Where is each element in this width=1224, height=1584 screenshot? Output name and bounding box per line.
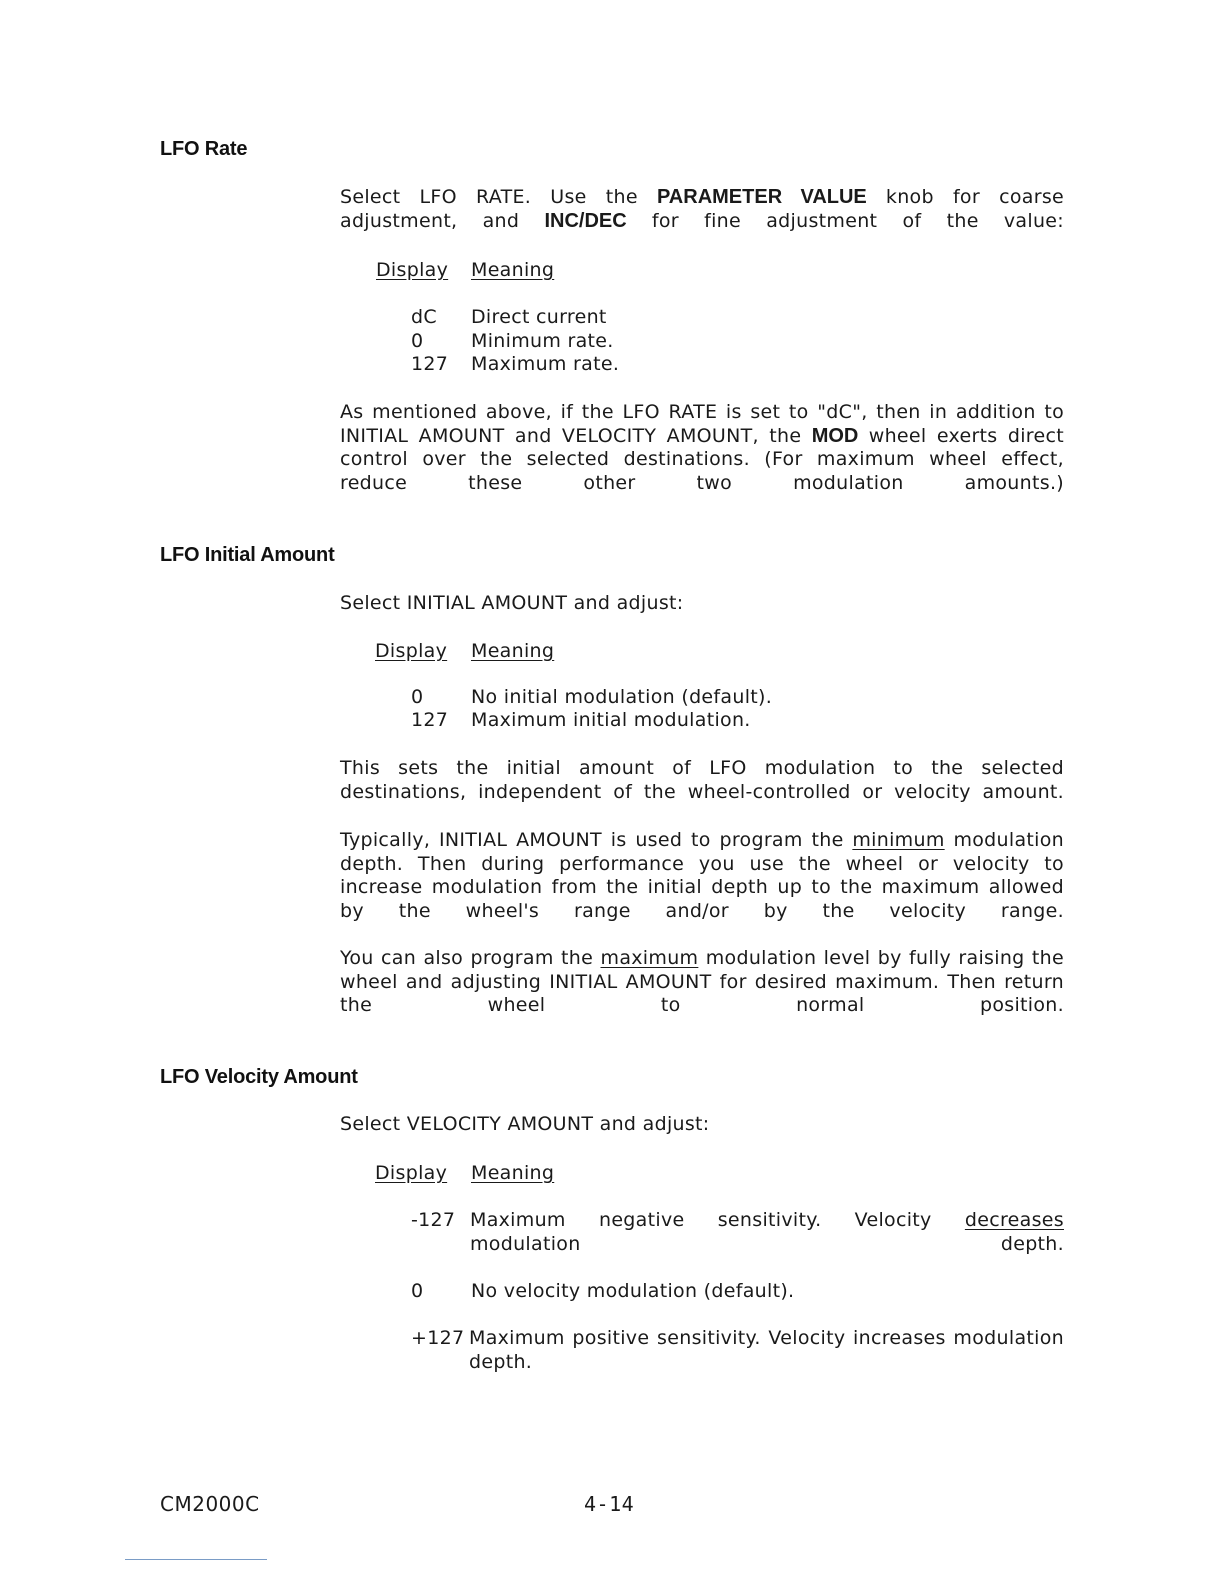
table-cell-meaning: Maximum positive sensitivity. Velocity increases modulation depth.	[469, 1327, 1064, 1373]
table-cell-display: +127	[411, 1327, 465, 1349]
text: for fine adjustment of the value:	[626, 209, 1064, 232]
table-cell-meaning: Minimum rate.	[471, 330, 614, 352]
emphasis-decreases: decreases	[964, 1209, 1064, 1231]
table-cell-meaning: No velocity modulation (default).	[471, 1280, 795, 1302]
emphasis-minimum: minimum	[852, 829, 945, 851]
text: modulation depth.	[470, 1232, 1064, 1255]
inc-dec-label: INC/DEC	[544, 209, 627, 232]
text: As mentioned above, if the LFO RATE is set to "dC", then in addition to INITIAL AMOUNT and VELOCITY AMOUNT, the	[340, 401, 1064, 447]
section-heading-lfo-initial-amount: LFO Initial Amount	[160, 544, 335, 566]
footer-page-number: 4-14	[584, 1492, 635, 1516]
section-heading-lfo-rate: LFO Rate	[160, 138, 248, 160]
table-header-meaning: Meaning	[471, 1162, 555, 1184]
table-header-display: Display	[375, 1162, 448, 1184]
table-cell-meaning: Direct current	[471, 306, 607, 328]
table-cell-display: 0	[411, 1280, 424, 1302]
footer-document-code: CM2000C	[160, 1492, 260, 1516]
initial-intro: Select INITIAL AMOUNT and adjust:	[340, 592, 684, 614]
table-cell-display: 127	[411, 709, 449, 731]
table-cell-meaning	[470, 1209, 1064, 1280]
table-header-meaning: Meaning	[471, 259, 555, 281]
section-heading-lfo-velocity-amount: LFO Velocity Amount	[160, 1066, 358, 1088]
table-cell-meaning: Maximum initial modulation.	[471, 709, 751, 731]
initial-paragraph-2	[340, 829, 1064, 947]
table-cell-display: 0	[411, 686, 424, 708]
text: Maximum negative sensitivity. Velocity	[470, 1209, 965, 1231]
text: You can also program the	[340, 947, 601, 969]
initial-paragraph-1: This sets the initial amount of LFO modulation to the selected destinations, independent of the wheel-controlled or velocity amount.	[340, 757, 1064, 803]
initial-paragraph-3	[340, 947, 1064, 1041]
table-cell-display: dC	[411, 306, 437, 328]
table-cell-meaning: No initial modulation (default).	[471, 686, 773, 708]
rate-intro-paragraph	[340, 186, 1064, 257]
table-header-meaning: Meaning	[471, 640, 555, 662]
table-cell-meaning: Maximum rate.	[471, 353, 620, 375]
text: knob for coarse adjustment, and	[340, 186, 1065, 232]
rate-note-paragraph	[340, 401, 1064, 519]
table-header-display: Display	[376, 259, 449, 281]
table-header-display: Display	[375, 640, 448, 662]
parameter-value-label: PARAMETER VALUE	[656, 186, 867, 208]
mod-label: MOD	[811, 424, 859, 447]
text: modulation level by fully raising the wheel and adjusting INITIAL AMOUNT for desired maximum. Then return the wheel to normal position.	[340, 947, 1065, 1016]
table-cell-display: -127	[411, 1209, 456, 1231]
velocity-intro: Select VELOCITY AMOUNT and adjust:	[340, 1113, 710, 1135]
emphasis-maximum: maximum	[600, 947, 699, 969]
footer-rule	[125, 1559, 267, 1560]
table-cell-display: 0	[411, 330, 424, 352]
text: Typically, INITIAL AMOUNT is used to program the	[340, 829, 853, 851]
text: modulation depth. Then during performance you use the wheel or velocity to increase modulation from the initial depth up to the maximum allowed by the wheel's range and/or by the velocity range.	[340, 829, 1064, 922]
text: Select LFO RATE. Use the	[340, 186, 657, 208]
text: wheel exerts direct control over the selected destinations. (For maximum wheel effect, reduce these other two modulation amounts.)	[340, 424, 1064, 494]
table-cell-display: 127	[411, 353, 449, 375]
